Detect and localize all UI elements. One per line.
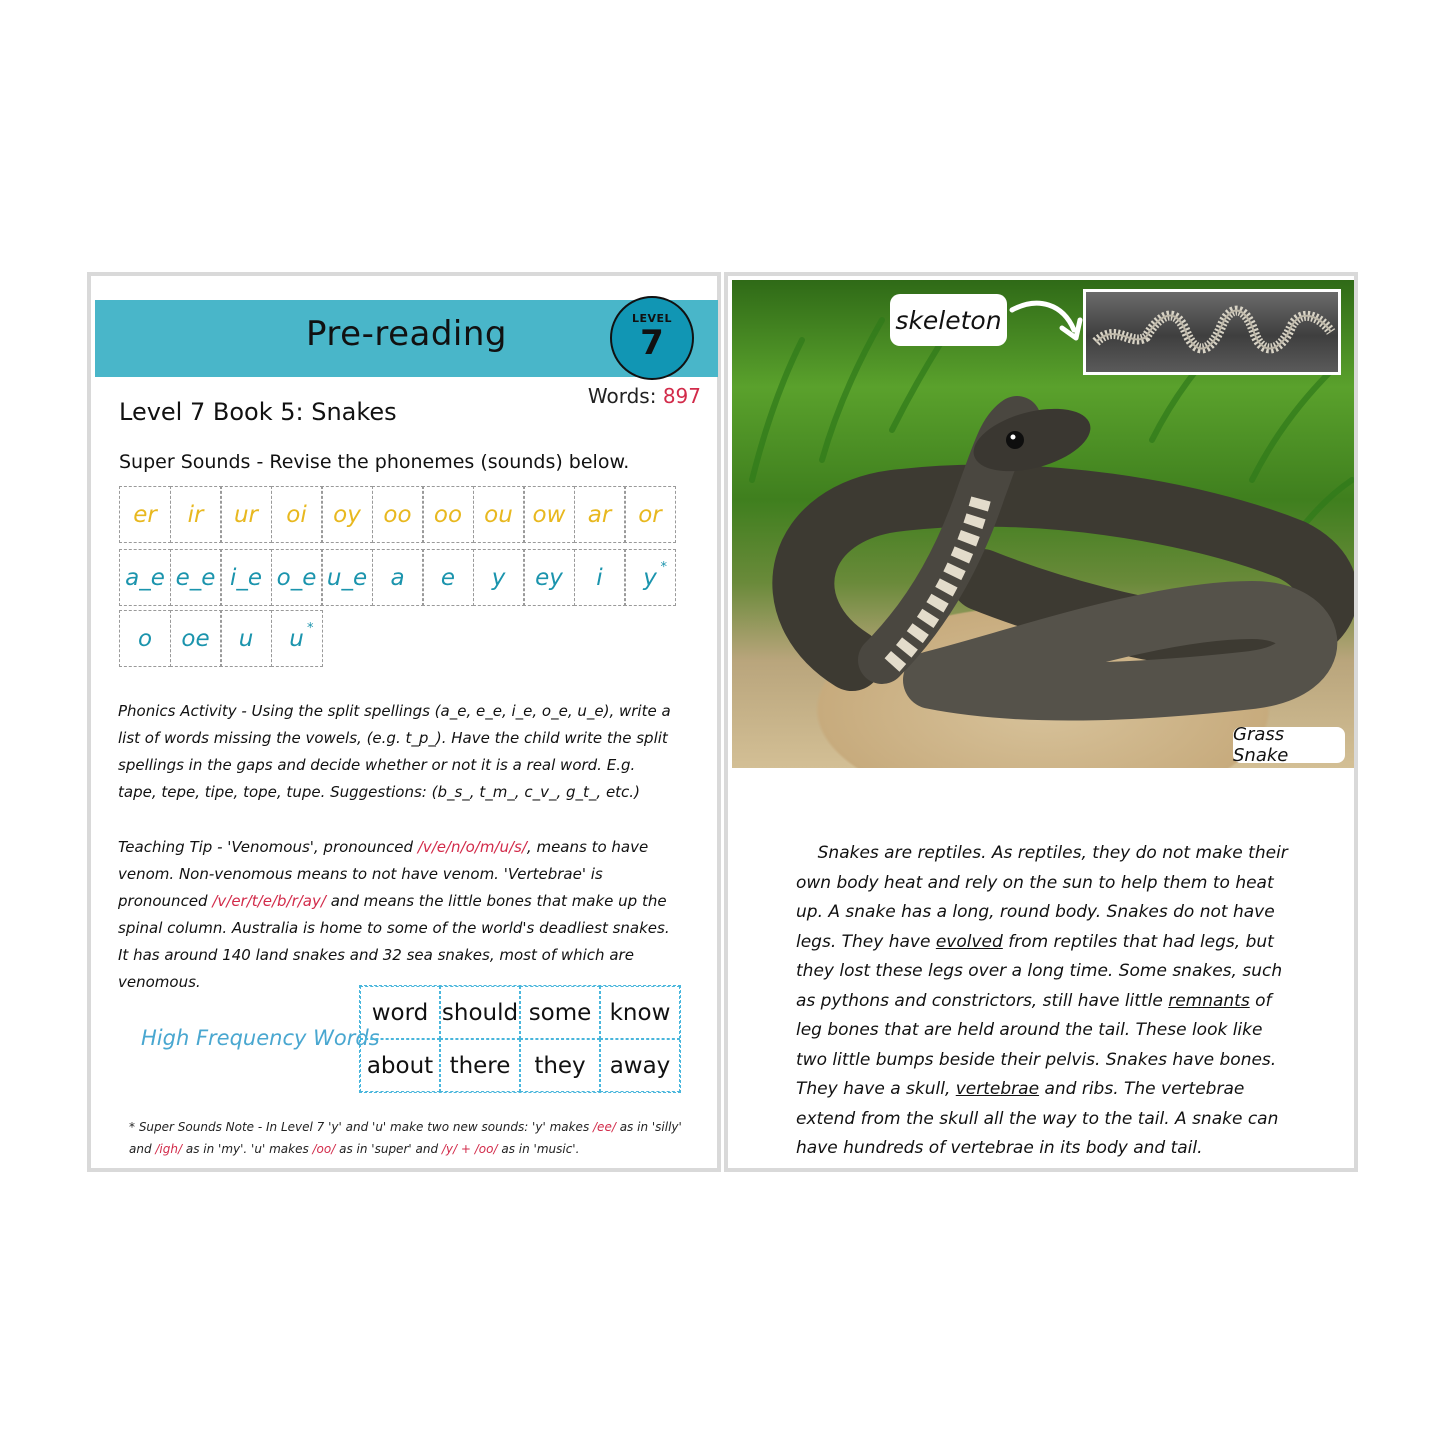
body-text-part: from reptiles that had legs, but they lost these legs over a long time. Some snakes, such as pythons and constrictors, still have little	[796, 931, 1283, 1011]
sound-cell: er	[119, 486, 171, 543]
hfw-word: word	[360, 986, 440, 1039]
page-title: Pre-reading	[306, 314, 507, 354]
note-text: as in 'silly' and	[129, 1120, 682, 1156]
note-text: as in 'super' and	[335, 1142, 442, 1156]
sounds-row-3	[119, 610, 321, 667]
sound-cell: o	[119, 610, 171, 667]
note-text: as in 'music'.	[497, 1142, 580, 1156]
body-text	[796, 839, 1296, 1164]
hfw-word: there	[440, 1039, 520, 1092]
vocab-word: remnants	[1168, 990, 1250, 1011]
vocab-word: vertebrae	[955, 1079, 1040, 1099]
sound-cell: u_e	[321, 549, 373, 606]
level-number: 7	[640, 323, 664, 363]
words-count	[588, 384, 701, 408]
tip-text: and means the little bones that make up the spinal column. Australia is home to some of the world's deadliest snakes. It has around 140 land snakes and 32 sea snakes, most of which are venomous.	[118, 892, 670, 991]
sounds-row-1	[119, 486, 675, 543]
hfw-word: some	[520, 986, 600, 1039]
sound-cell-starred	[624, 549, 676, 606]
sound-text: u	[289, 625, 304, 652]
body-text-part: of leg bones that are held around the tail. These look like two little bumps beside their pelvis. Snakes have bones. They have a skull,	[796, 990, 1277, 1099]
asterisk: *	[660, 560, 667, 575]
sound-cell: oy	[321, 486, 373, 543]
sound-cell: ey	[523, 549, 575, 606]
sound-cell: oo	[372, 486, 424, 543]
level-label: LEVEL	[631, 312, 673, 325]
hfw-word: they	[520, 1039, 600, 1092]
hfw-word: about	[360, 1039, 440, 1092]
hfw-word: should	[440, 986, 520, 1039]
skeleton-label: skeleton	[890, 294, 1007, 346]
grass-snake-photo	[732, 280, 1354, 768]
sound-cell: ow	[523, 486, 575, 543]
tip-phoneme: /v/er/t/e/b/r/ay/	[212, 892, 326, 910]
sound-cell: u	[220, 610, 272, 667]
sound-cell: oo	[422, 486, 474, 543]
sound-text: y	[643, 564, 657, 591]
sound-cell: ar	[574, 486, 626, 543]
hfw-grid	[359, 985, 681, 1093]
asterisk: *	[307, 621, 314, 636]
arrow-icon	[1008, 296, 1088, 346]
sound-cell: oi	[271, 486, 323, 543]
super-sounds-title: Super Sounds - Revise the phonemes (sounds) below.	[119, 451, 630, 473]
note-phoneme: /igh/	[155, 1142, 183, 1156]
sound-cell: oe	[170, 610, 222, 667]
tip-phoneme: /v/e/n/o/m/u/s/	[417, 838, 527, 856]
sound-cell: ur	[220, 486, 272, 543]
sound-cell: ir	[170, 486, 222, 543]
tip-text: , means to have venom. Non-venomous means to not have venom. 'Vertebrae' is pronounced	[118, 838, 649, 910]
sound-cell: i_e	[220, 549, 272, 606]
left-page	[87, 272, 721, 1172]
words-label: Words:	[587, 384, 657, 408]
sound-cell: ou	[473, 486, 525, 543]
skeleton-photo	[1083, 289, 1341, 375]
sound-cell: i	[574, 549, 626, 606]
hfw-word: know	[600, 986, 680, 1039]
words-value: 897	[662, 384, 701, 408]
sound-cell: a	[372, 549, 424, 606]
super-sounds-note	[129, 1116, 689, 1160]
snake-skeleton-illustration	[1086, 292, 1338, 372]
sound-cell-starred	[271, 610, 323, 667]
sound-cell: a_e	[119, 549, 171, 606]
photo-caption: Grass Snake	[1233, 727, 1345, 763]
tip-text: Teaching Tip - 'Venomous', pronounced	[118, 838, 418, 856]
sounds-row-2	[119, 549, 675, 606]
vocab-word: evolved	[935, 931, 1003, 952]
note-text: as in 'my'. 'u' makes	[182, 1142, 313, 1156]
level-badge	[610, 296, 694, 380]
sound-cell: o_e	[271, 549, 323, 606]
note-phoneme: /y/ + /oo/	[441, 1142, 498, 1156]
body-text-part: and ribs. The vertebrae extend from the skull all the way to the tail. A snake can have hundreds of vertebrae in its body and tail.	[796, 1079, 1279, 1158]
note-phoneme: /ee/	[593, 1120, 616, 1134]
sound-cell: e	[422, 549, 474, 606]
phonics-activity: Phonics Activity - Using the split spellings (a_e, e_e, i_e, o_e, u_e), write a list of words missing the vowels, (e.g. t_p_). Have the child write the split spellings in the gaps and decide whether or not it is a real word. E.g. tape, tepe, tipe, tope, tupe. Suggestions: (b_s_, t_m_, c_v_, g_t_, etc.)	[118, 702, 671, 801]
body-text-part: Snakes are reptiles. As reptiles, they do not make their own body heat and rely on the sun to help them to heat up. A snake has a long, round body. Snakes do not have legs. They have	[796, 843, 1288, 952]
note-text: * Super Sounds Note - In Level 7 'y' and 'u' make two new sounds: 'y' makes	[129, 1120, 594, 1134]
sound-cell: or	[624, 486, 676, 543]
book-title: Level 7 Book 5: Snakes	[119, 398, 397, 426]
note-phoneme: /oo/	[312, 1142, 336, 1156]
right-page	[724, 272, 1358, 1172]
hfw-word: away	[600, 1039, 680, 1092]
hfw-label: High Frequency Words	[141, 1026, 380, 1050]
sound-cell: y	[473, 549, 525, 606]
sound-cell: e_e	[170, 549, 222, 606]
teaching-tip	[118, 834, 678, 996]
